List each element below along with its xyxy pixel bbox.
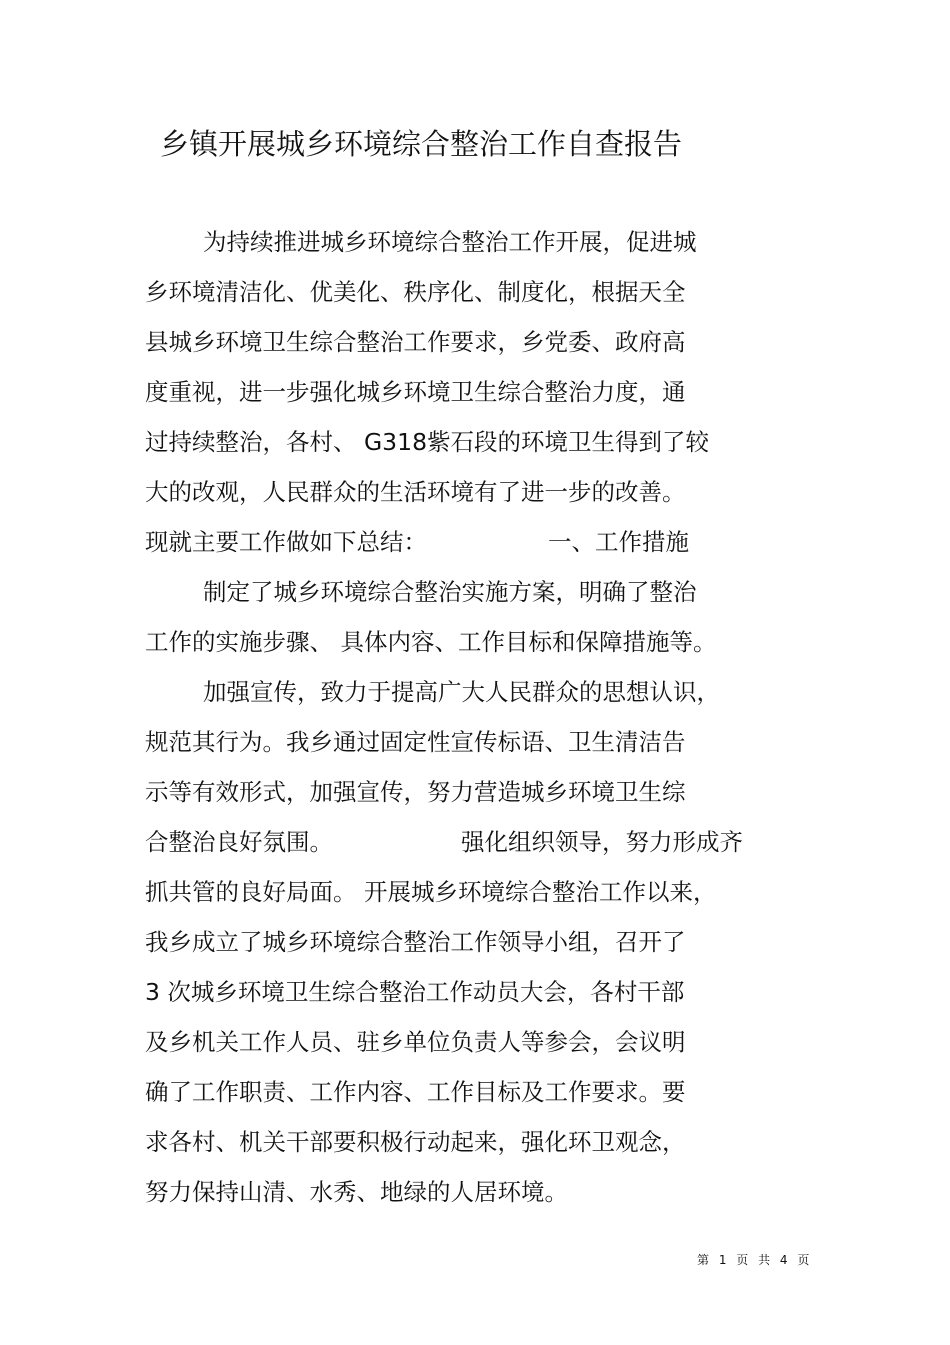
paragraph-line: 加强宣传，致力于提高广大人民群众的思想认识， xyxy=(203,678,720,706)
paragraph-line: 强化组织领导，努力形成齐 xyxy=(461,828,743,856)
paragraph-line: 确了工作职责、工作内容、工作目标及工作要求。要 xyxy=(145,1078,686,1106)
paragraph-line: 示等有效形式，加强宣传，努力营造城乡环境卫生综 xyxy=(145,778,686,806)
paragraph-line: 大的改观，人民群众的生活环境有了进一步的改善。 xyxy=(145,478,686,506)
paragraph-line: 3 次城乡环境卫生综合整治工作动员大会，各村干部 xyxy=(145,978,685,1006)
paragraph-line: 过持续整治，各村、 G318紫石段的环境卫生得到了较 xyxy=(145,428,710,456)
paragraph-line: 求各村、机关干部要积极行动起来，强化环卫观念， xyxy=(145,1128,686,1156)
paragraph-line: 度重视，进一步强化城乡环境卫生综合整治力度，通 xyxy=(145,378,686,406)
paragraph-line: 制定了城乡环境综合整治实施方案，明确了整治 xyxy=(203,578,697,606)
paragraph-line: 为持续推进城乡环境综合整治工作开展，促进城 xyxy=(203,228,697,256)
page-number: 第 1 页 共 4 页 xyxy=(697,1253,813,1267)
paragraph-line: 规范其行为。我乡通过固定性宣传标语、卫生清洁告 xyxy=(145,728,686,756)
section-heading: 一、工作措施 xyxy=(548,528,689,556)
document-title: 乡镇开展城乡环境综合整治工作自查报告 xyxy=(160,127,683,161)
paragraph-line: 乡环境清洁化、优美化、秩序化、制度化，根据天全 xyxy=(145,278,686,306)
paragraph-line: 努力保持山清、水秀、地绿的人居环境。 xyxy=(145,1178,568,1206)
paragraph-line: 现就主要工作做如下总结： xyxy=(145,528,427,556)
paragraph-line: 合整治良好氛围。 xyxy=(145,828,333,856)
paragraph-line: 我乡成立了城乡环境综合整治工作领导小组，召开了 xyxy=(145,928,686,956)
paragraph-line: 县城乡环境卫生综合整治工作要求，乡党委、政府高 xyxy=(145,328,686,356)
paragraph-line: 工作的实施步骤、 具体内容、工作目标和保障措施等。 xyxy=(145,628,717,656)
paragraph-line: 及乡机关工作人员、驻乡单位负责人等参会，会议明 xyxy=(145,1028,686,1056)
paragraph-line: 抓共管的良好局面。 开展城乡环境综合整治工作以来， xyxy=(145,878,717,906)
